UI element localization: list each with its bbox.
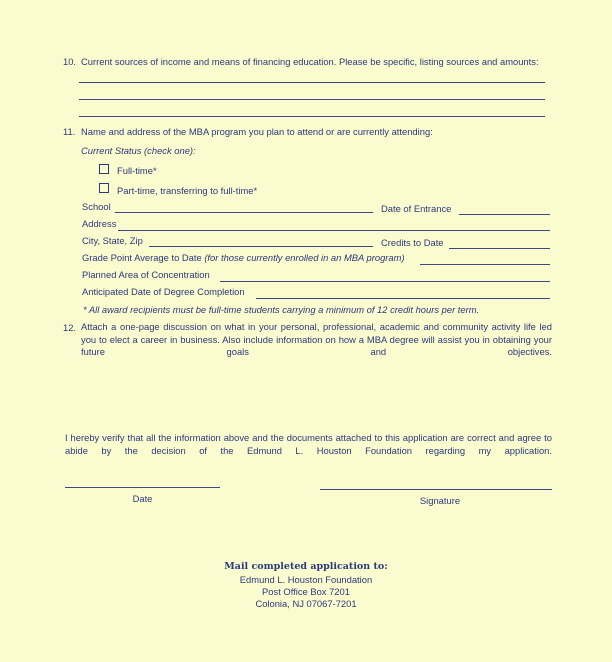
city-state-zip-field[interactable] [149, 246, 373, 247]
mailing-heading: Mail completed application to: [224, 561, 388, 572]
q11-number: 11. [63, 126, 76, 137]
q11-text: Name and address of the MBA program you plan to attend or are currently attending: [81, 126, 433, 137]
concentration-label: Planned Area of Concentration [82, 269, 210, 280]
city-state-zip-label: City, State, Zip [82, 235, 143, 246]
mailing-name: Edmund L. Houston Foundation [239, 574, 373, 585]
gpa-label-text: Grade Point Average to Date [82, 252, 202, 263]
school-label: School [82, 201, 111, 212]
q10-answer-line-2[interactable] [79, 99, 545, 100]
signature-label: Signature [419, 495, 461, 506]
date-signature-line[interactable] [65, 487, 220, 488]
credits-to-date-label: Credits to Date [381, 237, 444, 248]
q12-text: Attach a one-page discussion on what in your personal, professional, academic and community activity life led you to elect a career in business. Also include information on how a MBA degree will assist you in obtaining your future goals and objectives. [81, 321, 552, 357]
current-status-label: Current Status (check one): [81, 145, 196, 156]
school-field[interactable] [115, 212, 373, 213]
address-field[interactable] [118, 230, 550, 231]
q10-text: Current sources of income and means of financing education. Please be specific, listing sources and amounts: [81, 56, 539, 67]
completion-label: Anticipated Date of Degree Completion [82, 286, 245, 297]
concentration-field[interactable] [220, 281, 550, 282]
gpa-note: (for those currently enrolled in an MBA program) [204, 252, 405, 263]
date-of-entrance-label: Date of Entrance [381, 203, 452, 214]
completion-field[interactable] [256, 298, 550, 299]
q10-number: 10. [63, 56, 77, 67]
full-time-footnote: * All award recipients must be full-time students carrying a minimum of 12 credit hours per term. [83, 304, 480, 315]
q10-answer-line-1[interactable] [79, 82, 545, 83]
mailing-city: Colonia, NJ 07067-7201 [255, 598, 357, 609]
signature-line[interactable] [320, 489, 552, 490]
verification-statement: I hereby verify that all the information above and the documents attached to this application are correct and agree to abide by the decision of the Edmund L. Houston Foundation regarding my application. [65, 432, 552, 456]
full-time-checkbox[interactable] [99, 164, 109, 174]
credits-to-date-field[interactable] [449, 248, 550, 249]
mailing-po-box: Post Office Box 7201 [262, 586, 350, 597]
address-label: Address [82, 218, 117, 229]
date-of-entrance-field[interactable] [459, 214, 550, 215]
gpa-field[interactable] [420, 264, 550, 265]
full-time-label: Full-time* [117, 165, 157, 176]
part-time-label: Part-time, transferring to full-time* [117, 185, 258, 196]
q10-answer-line-3[interactable] [79, 116, 545, 117]
q12-number: 12. [63, 322, 77, 333]
gpa-label [82, 252, 405, 263]
part-time-checkbox[interactable] [99, 183, 109, 193]
date-label: Date [132, 493, 153, 504]
